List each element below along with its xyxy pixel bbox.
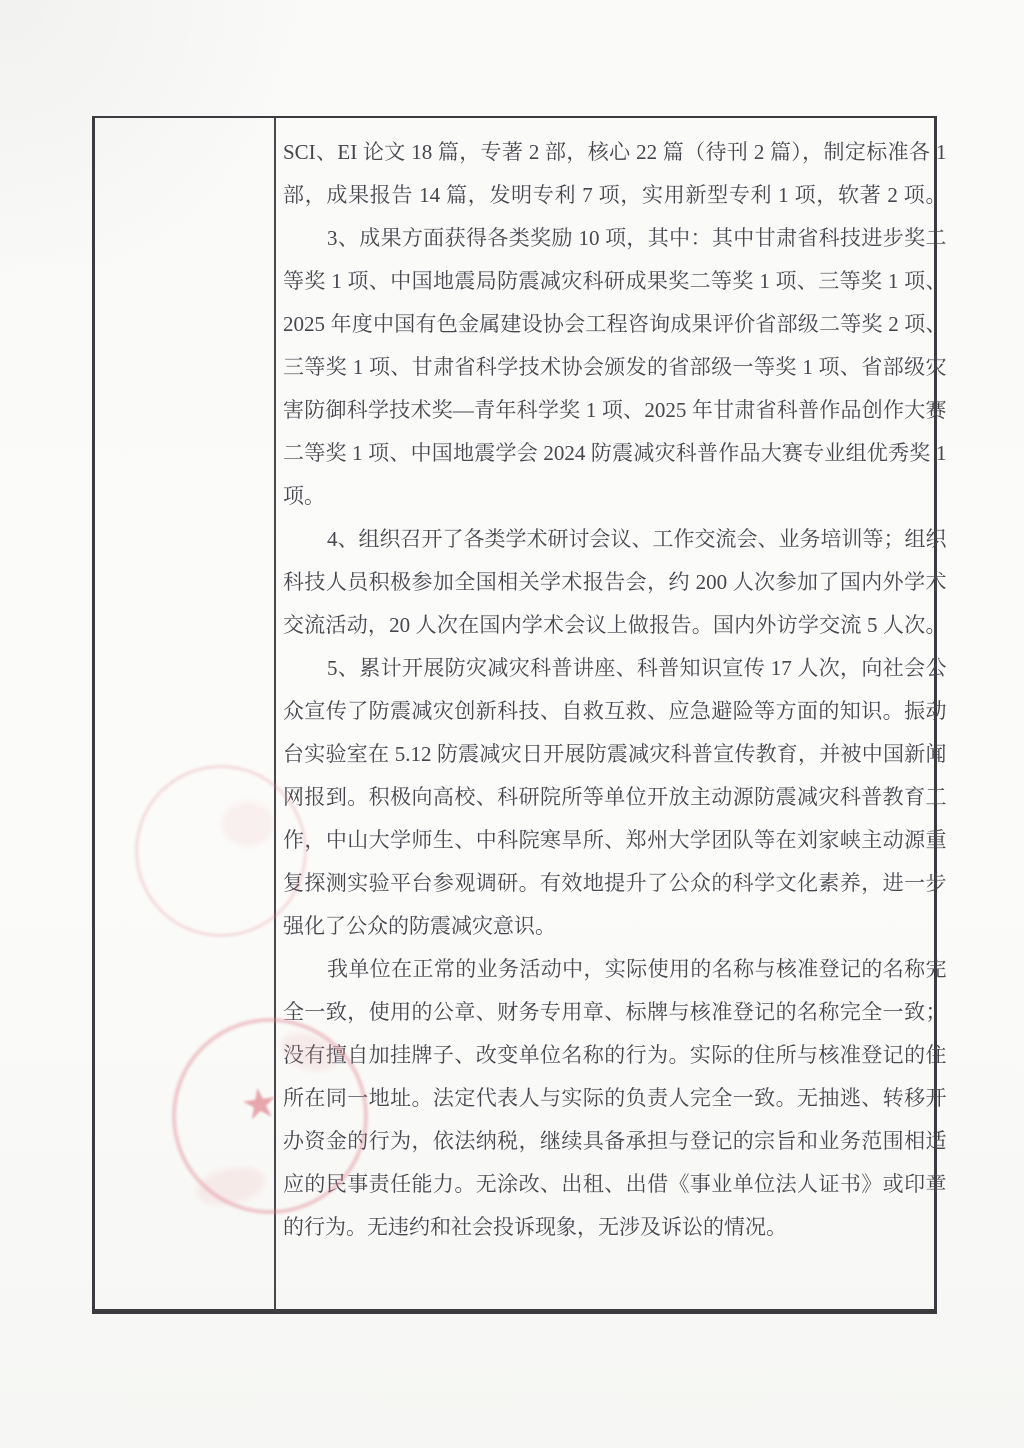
paragraph xyxy=(283,647,947,948)
text-line: 作，中山大学师生、中科院寒旱所、郑州大学团队等在刘家峡主动源重 xyxy=(283,828,947,852)
text-line: SCI、EI 论文 18 篇，专著 2 部，核心 22 篇（待刊 2 篇），制定标准各 1 xyxy=(283,140,947,164)
document-table xyxy=(92,116,947,1314)
text-line: 复探测实验平台参观调研。有效地提升了公众的科学文化素养，进一步 xyxy=(283,871,947,895)
text-line: 4、组织召开了各类学术研讨会议、工作交流会、业务培训等；组织 xyxy=(327,527,947,551)
paragraph xyxy=(283,217,947,518)
content-column xyxy=(276,118,953,1309)
text-line: 项。 xyxy=(283,484,325,508)
table-left-column xyxy=(95,118,276,1309)
text-line: 没有擅自加挂牌子、改变单位名称的行为。实际的住所与核准登记的住 xyxy=(283,1043,947,1067)
text-line: 的行为。无违约和社会投诉现象，无涉及诉讼的情况。 xyxy=(283,1215,787,1239)
paragraph xyxy=(283,948,947,1249)
text-line: 二等奖 1 项、中国地震学会 2024 防震减灾科普作品大赛专业组优秀奖 1 xyxy=(283,441,947,465)
text-line: 办资金的行为，依法纳税，继续具备承担与登记的宗旨和业务范围相适 xyxy=(283,1129,947,1153)
text-line: 全一致，使用的公章、财务专用章、标牌与核准登记的名称完全一致； xyxy=(283,1000,947,1024)
text-line: 等奖 1 项、中国地震局防震减灾科研成果奖二等奖 1 项、三等奖 1 项、 xyxy=(283,269,947,293)
text-line: 三等奖 1 项、甘肃省科学技术协会颁发的省部级一等奖 1 项、省部级灾 xyxy=(283,355,947,379)
text-line: 应的民事责任能力。无涂改、出租、出借《事业单位法人证书》或印章 xyxy=(283,1172,947,1196)
text-line: 部，成果报告 14 篇，发明专利 7 项，实用新型专利 1 项，软著 2 项。 xyxy=(283,183,947,207)
text-line: 害防御科学技术奖—青年科学奖 1 项、2025 年甘肃省科普作品创作大赛 xyxy=(283,398,947,422)
text-line: 交流活动，20 人次在国内学术会议上做报告。国内外访学交流 5 人次。 xyxy=(283,613,947,637)
text-line: 所在同一地址。法定代表人与实际的负责人完全一致。无抽逃、转移开 xyxy=(283,1086,947,1110)
text-line: 3、成果方面获得各类奖励 10 项，其中：其中甘肃省科技进步奖二 xyxy=(327,226,947,250)
seal-star-icon: ★ xyxy=(237,1079,282,1131)
text-line: 我单位在正常的业务活动中，实际使用的名称与核准登记的名称完 xyxy=(327,957,947,981)
paragraph xyxy=(283,518,947,647)
text-line: 2025 年度中国有色金属建设协会工程咨询成果评价省部级二等奖 2 项、 xyxy=(283,312,947,336)
text-line: 众宣传了防震减灾创新科技、自救互救、应急避险等方面的知识。振动 xyxy=(283,699,947,723)
text-line: 强化了公众的防震减灾意识。 xyxy=(283,914,556,938)
text-line: 科技人员积极参加全国相关学术报告会，约 200 人次参加了国内外学术 xyxy=(283,570,947,594)
text-line: 台实验室在 5.12 防震减灾日开展防震减灾科普宣传教育，并被中国新闻 xyxy=(283,742,947,766)
paragraph xyxy=(283,131,947,217)
text-line: 5、累计开展防灾减灾科普讲座、科普知识宣传 17 人次，向社会公 xyxy=(327,656,947,680)
text-line: 网报到。积极向高校、科研院所等单位开放主动源防震减灾科普教育工 xyxy=(283,785,947,809)
